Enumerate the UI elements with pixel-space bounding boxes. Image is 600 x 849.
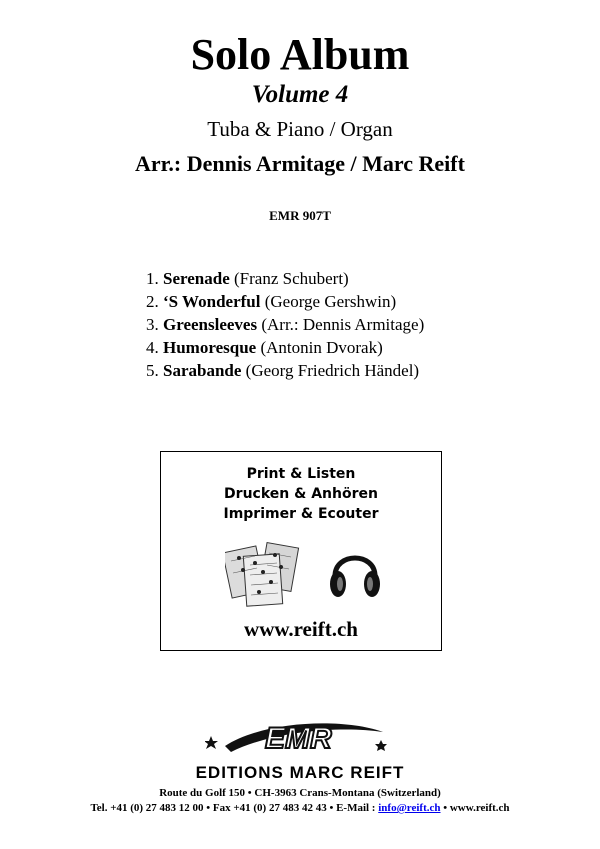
list-item: 2. ‘S Wonderful (George Gershwin): [146, 292, 397, 311]
headphones-icon: [327, 542, 383, 604]
list-item: 4. Humoresque (Antonin Dvorak): [146, 338, 383, 357]
instrumentation: Tuba & Piano / Organ: [207, 117, 393, 141]
volume-label: Volume 4: [251, 81, 349, 108]
publisher-address: Route du Golf 150 • CH-3963 Crans-Montana (Switzerland): [159, 787, 441, 799]
print-listen-box: [160, 451, 442, 651]
piece-list: [146, 267, 424, 382]
publisher-contact: Tel. +41 (0) 27 483 12 00 • Fax +41 (0) 27 483 42 43 • E-Mail : info@reift.ch • www.reift.ch: [90, 802, 510, 814]
emr-logo: [205, 712, 395, 762]
list-item: 3. Greensleeves (Arr.: Dennis Armitage): [146, 315, 425, 334]
list-item: 1. Serenade (Franz Schubert): [146, 269, 349, 288]
publisher-brand: EDITIONS MARC REIFT: [195, 763, 405, 782]
cover-title: Solo Album: [190, 30, 410, 79]
email-link[interactable]: info@reift.ch: [378, 802, 441, 814]
promo-line-german: Drucken & Anhören: [224, 486, 378, 502]
promo-line-french: Imprimer & Ecouter: [223, 506, 379, 522]
arrangers: Arr.: Dennis Armitage / Marc Reift: [135, 151, 465, 176]
sheet-music-icon: [225, 539, 305, 609]
promo-line-english: Print & Listen: [246, 466, 356, 482]
website-url[interactable]: www.reift.ch: [244, 617, 358, 641]
logo-emr-text: EMR: [265, 722, 332, 755]
catalog-code: EMR 907T: [269, 208, 331, 223]
list-item: 5. Sarabande (Georg Friedrich Händel): [146, 361, 420, 380]
